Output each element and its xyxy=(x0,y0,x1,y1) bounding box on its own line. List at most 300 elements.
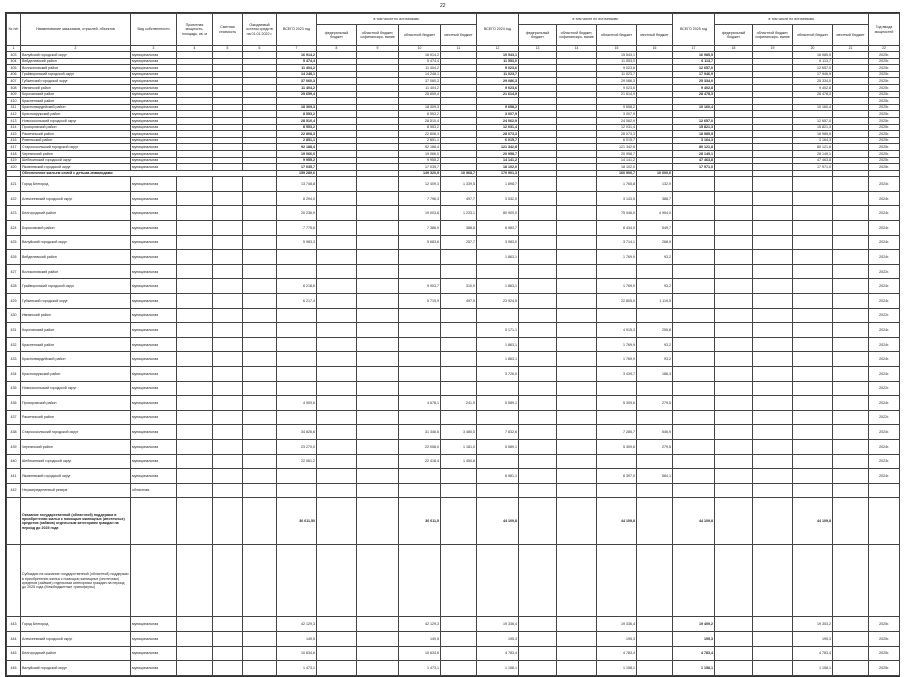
local-2024 xyxy=(637,111,673,118)
header-total-2025: ВСЕГО 2025 год xyxy=(673,14,715,46)
local-2024 xyxy=(637,98,673,105)
regcofin-2023 xyxy=(357,111,399,118)
reg-2025: 17 946,9 xyxy=(793,71,833,78)
row-empty xyxy=(715,483,753,498)
local-2025 xyxy=(833,323,869,338)
row-name: Шебекинский городской округ xyxy=(21,454,131,469)
fed-2025 xyxy=(715,104,753,111)
total-2024 xyxy=(477,308,519,323)
regcofin-2025 xyxy=(753,454,793,469)
total-2023 xyxy=(277,469,317,484)
section-empty xyxy=(833,170,869,177)
total-2025 xyxy=(673,279,715,294)
row-number: 441 xyxy=(7,469,21,484)
fed-2023 xyxy=(317,396,357,411)
column-number: 13 xyxy=(519,46,557,52)
row-ownership: муниципальная xyxy=(131,439,177,454)
total-2024: 3 007,9 xyxy=(477,111,519,118)
local-2024 xyxy=(637,137,673,144)
table-row xyxy=(7,131,900,138)
row-name: Город Белгород xyxy=(21,177,131,192)
reg-2024: 9 023,6 xyxy=(597,84,637,91)
row-name: Валуйский городской округ xyxy=(21,661,131,676)
local-2023: 388,8 xyxy=(441,221,477,236)
row-remainder xyxy=(243,352,277,367)
total-2023 xyxy=(277,337,317,352)
section-reg-2024: 44 109,8 xyxy=(597,498,637,545)
regcofin-2025 xyxy=(753,117,793,124)
input-year: 2025г. xyxy=(869,58,900,65)
total-2024: 3 983,0 xyxy=(477,235,519,250)
local-2024 xyxy=(637,52,673,59)
section-reg-2023: 149 320,9 xyxy=(399,170,441,177)
row-remainder xyxy=(243,58,277,65)
column-number: 19 xyxy=(753,46,793,52)
row-remainder xyxy=(243,367,277,382)
row-empty xyxy=(357,483,399,498)
reg-2024: 1 769,9 xyxy=(597,250,637,265)
regcofin-2023 xyxy=(357,381,399,396)
row-remainder xyxy=(243,425,277,440)
table-row xyxy=(7,352,900,367)
row-ownership: муниципальная xyxy=(131,91,177,98)
row-name: Корочанский район xyxy=(21,323,131,338)
section-empty xyxy=(715,170,753,177)
input-year: 2025г. xyxy=(869,137,900,144)
regcofin-2025 xyxy=(753,137,793,144)
row-number: 413 xyxy=(7,117,21,124)
row-number: 437 xyxy=(7,410,21,425)
row-capacity xyxy=(177,150,213,157)
regcofin-2023 xyxy=(357,137,399,144)
local-2025 xyxy=(833,396,869,411)
fed-2025 xyxy=(715,191,753,206)
regcofin-2024 xyxy=(557,617,597,632)
reg-2024 xyxy=(597,381,637,396)
header-capacity: Проектная мощность, площадь, кв. м xyxy=(177,14,213,46)
row-name: Белгородский район xyxy=(21,646,131,661)
local-2025 xyxy=(833,144,869,151)
row-cost xyxy=(213,367,243,382)
fed-2023 xyxy=(317,144,357,151)
table-row xyxy=(7,439,900,454)
section-title: Оказание государственной (областной) поддержки в приобретении жилья с помощью жилищных (ипотечных) кредитов (займов) отдельным категориям граждан на период до 2025 года xyxy=(21,498,131,545)
row-number: 435 xyxy=(7,381,21,396)
header-regcofin-2023: областной бюджет, софинансиро- вание xyxy=(357,25,399,46)
reg-2025: 10 160,4 xyxy=(793,104,833,111)
row-remainder xyxy=(243,264,277,279)
regcofin-2024 xyxy=(557,58,597,65)
fed-2023 xyxy=(317,617,357,632)
section-fed-2024 xyxy=(519,498,557,545)
local-2025 xyxy=(833,279,869,294)
header-fed-2024: федеральный бюджет xyxy=(519,25,557,46)
row-cost xyxy=(213,78,243,85)
total-2024: 29 086,3 xyxy=(477,78,519,85)
fed-2025 xyxy=(715,84,753,91)
row-name: Красногвардейский район xyxy=(21,352,131,367)
total-2023: 4 909,6 xyxy=(277,396,317,411)
row-remainder xyxy=(243,52,277,59)
fed-2024 xyxy=(519,144,557,151)
total-2024: 5 171,1 xyxy=(477,323,519,338)
column-number: 5 xyxy=(213,46,243,52)
reg-2023: 12 409,3 xyxy=(399,177,441,192)
row-cost xyxy=(213,454,243,469)
regcofin-2025 xyxy=(753,58,793,65)
fed-2025 xyxy=(715,150,753,157)
section-empty xyxy=(441,545,477,617)
fed-2025 xyxy=(715,206,753,221)
total-2023: 5 474,4 xyxy=(277,58,317,65)
local-2024: 93,2 xyxy=(637,352,673,367)
header-name: Наименование заказчиков, отраслей, объектов xyxy=(21,14,131,46)
fed-2023 xyxy=(317,279,357,294)
regcofin-2025 xyxy=(753,71,793,78)
reg-2024: 15 543,1 xyxy=(597,52,637,59)
regcofin-2023 xyxy=(357,91,399,98)
regcofin-2023 xyxy=(357,308,399,323)
row-name: Волоконовский район xyxy=(21,264,131,279)
total-2025 xyxy=(673,221,715,236)
fed-2025 xyxy=(715,250,753,265)
fed-2023 xyxy=(317,367,357,382)
regcofin-2023 xyxy=(357,367,399,382)
header-fed-2025: федеральный бюджет xyxy=(715,25,753,46)
regcofin-2023 xyxy=(357,337,399,352)
row-remainder xyxy=(243,469,277,484)
row-cost xyxy=(213,71,243,78)
row-cost xyxy=(213,308,243,323)
total-2023: 19 066,0 xyxy=(277,150,317,157)
fed-2024 xyxy=(519,137,557,144)
row-ownership: муниципальная xyxy=(131,250,177,265)
section-reg-2024: 160 900,7 xyxy=(597,170,637,177)
fed-2023 xyxy=(317,425,357,440)
reg-2023: 10 634,6 xyxy=(399,646,441,661)
section-reg-2023: 30 611,5 xyxy=(399,498,441,545)
row-number: 438 xyxy=(7,425,21,440)
fed-2025 xyxy=(715,264,753,279)
regcofin-2025 xyxy=(753,104,793,111)
total-2023: 14 248,1 xyxy=(277,71,317,78)
regcofin-2024 xyxy=(557,52,597,59)
row-number: 442 xyxy=(7,483,21,498)
row-remainder xyxy=(243,131,277,138)
total-2024: 5 589,1 xyxy=(477,396,519,411)
section-title: Обеспечение жильем семей с детьми-инвалидами xyxy=(21,170,277,177)
row-empty xyxy=(277,483,317,498)
input-year: 2024г. xyxy=(869,235,900,250)
reg-2024 xyxy=(597,308,637,323)
fed-2025 xyxy=(715,131,753,138)
regcofin-2025 xyxy=(753,352,793,367)
fed-2024 xyxy=(519,469,557,484)
row-capacity xyxy=(177,661,213,676)
local-2024 xyxy=(637,117,673,124)
reg-2024: 1 769,9 xyxy=(597,352,637,367)
input-year: 2025г. xyxy=(869,124,900,131)
reg-2023 xyxy=(399,381,441,396)
reg-2024: 3 007,9 xyxy=(597,111,637,118)
local-2023 xyxy=(441,410,477,425)
local-2024: 549,7 xyxy=(637,221,673,236)
fed-2025 xyxy=(715,117,753,124)
row-remainder xyxy=(243,144,277,151)
fed-2025 xyxy=(715,631,753,646)
row-remainder xyxy=(243,124,277,131)
local-2023: 241,5 xyxy=(441,396,477,411)
total-2023: 8 553,2 xyxy=(277,111,317,118)
reg-2023 xyxy=(399,469,441,484)
row-ownership: муниципальная xyxy=(131,58,177,65)
fed-2024 xyxy=(519,439,557,454)
fed-2025 xyxy=(715,221,753,236)
local-2023 xyxy=(441,117,477,124)
reg-2023: 1 473,1 xyxy=(399,661,441,676)
total-2025 xyxy=(673,352,715,367)
section-row-disabled-children xyxy=(7,170,900,177)
fed-2023 xyxy=(317,52,357,59)
input-year: 2022г. xyxy=(869,410,900,425)
table-row xyxy=(7,117,900,124)
row-name: Яковлевский городской округ xyxy=(21,469,131,484)
total-2024 xyxy=(477,381,519,396)
fed-2025 xyxy=(715,381,753,396)
column-number: 10 xyxy=(399,46,441,52)
local-2025 xyxy=(833,91,869,98)
header-fed-2023: федеральный бюджет xyxy=(317,25,357,46)
regcofin-2024 xyxy=(557,164,597,171)
row-cost xyxy=(213,111,243,118)
row-remainder xyxy=(243,157,277,164)
total-2024: 12 031,4 xyxy=(477,124,519,131)
fed-2023 xyxy=(317,157,357,164)
total-2024: 24 062,9 xyxy=(477,117,519,124)
local-2025 xyxy=(833,352,869,367)
row-capacity xyxy=(177,279,213,294)
reg-2023: 22 808,3 xyxy=(399,131,441,138)
reg-2023: 5 474,4 xyxy=(399,58,441,65)
row-number: 427 xyxy=(7,264,21,279)
row-ownership: муниципальная xyxy=(131,65,177,72)
row-name: Ракитянский район xyxy=(21,131,131,138)
section-empty xyxy=(793,545,833,617)
reg-2024: 8 397,0 xyxy=(597,469,637,484)
fed-2025 xyxy=(715,177,753,192)
local-2025 xyxy=(833,177,869,192)
row-cost xyxy=(213,425,243,440)
local-2025 xyxy=(833,124,869,131)
reg-2025: 1 158,1 xyxy=(793,661,833,676)
row-ownership: муниципальная xyxy=(131,177,177,192)
local-2023 xyxy=(441,52,477,59)
regcofin-2024 xyxy=(557,631,597,646)
regcofin-2024 xyxy=(557,91,597,98)
row-empty xyxy=(753,483,793,498)
regcofin-2024 xyxy=(557,111,597,118)
reg-2023: 11 404,2 xyxy=(399,84,441,91)
local-2023 xyxy=(441,250,477,265)
local-2024 xyxy=(637,410,673,425)
row-empty xyxy=(441,483,477,498)
section-cost xyxy=(213,498,243,545)
regcofin-2023 xyxy=(357,439,399,454)
table-row xyxy=(7,206,900,221)
table-row xyxy=(7,98,900,105)
total-2023 xyxy=(277,250,317,265)
row-remainder xyxy=(243,164,277,171)
fed-2024 xyxy=(519,206,557,221)
row-number: 439 xyxy=(7,439,21,454)
reg-2025: 28 149,1 xyxy=(793,150,833,157)
local-2025 xyxy=(833,84,869,91)
row-ownership: муниципальная xyxy=(131,98,177,105)
regcofin-2025 xyxy=(753,425,793,440)
reg-2023: 22 058,0 xyxy=(399,439,441,454)
table-row xyxy=(7,454,900,469)
total-2023: 11 404,2 xyxy=(277,84,317,91)
row-cost xyxy=(213,264,243,279)
total-2023: 20 236,9 xyxy=(277,206,317,221)
regcofin-2025 xyxy=(753,84,793,91)
regcofin-2025 xyxy=(753,131,793,138)
row-ownership: муниципальная xyxy=(131,84,177,91)
fed-2025 xyxy=(715,137,753,144)
row-ownership: муниципальная xyxy=(131,144,177,151)
fed-2023 xyxy=(317,104,357,111)
local-2023: 1 450,8 xyxy=(441,454,477,469)
regcofin-2023 xyxy=(357,164,399,171)
table-row xyxy=(7,396,900,411)
local-2025 xyxy=(833,308,869,323)
row-cost xyxy=(213,91,243,98)
regcofin-2024 xyxy=(557,235,597,250)
regcofin-2024 xyxy=(557,177,597,192)
reg-2025 xyxy=(793,191,833,206)
regcofin-2023 xyxy=(357,425,399,440)
total-2023: 9 955,2 xyxy=(277,157,317,164)
section-regcofin-2024 xyxy=(557,170,597,177)
total-2024: 195,3 xyxy=(477,631,519,646)
local-2023 xyxy=(441,646,477,661)
regcofin-2023 xyxy=(357,454,399,469)
input-year: 2022г. xyxy=(869,264,900,279)
row-cost xyxy=(213,381,243,396)
row-remainder xyxy=(243,65,277,72)
local-2024 xyxy=(637,454,673,469)
row-empty xyxy=(557,483,597,498)
regcofin-2024 xyxy=(557,469,597,484)
column-number: 18 xyxy=(715,46,753,52)
row-name: Грайворонский городской округ xyxy=(21,279,131,294)
fed-2024 xyxy=(519,617,557,632)
reg-2024: 4 783,4 xyxy=(597,646,637,661)
fed-2025 xyxy=(715,144,753,151)
row-remainder xyxy=(243,279,277,294)
reg-2024: 28 073,3 xyxy=(597,131,637,138)
regcofin-2023 xyxy=(357,104,399,111)
column-number: 7 xyxy=(277,46,317,52)
column-number: 20 xyxy=(793,46,833,52)
total-2023: 11 404,2 xyxy=(277,65,317,72)
local-2023 xyxy=(441,91,477,98)
fed-2023 xyxy=(317,177,357,192)
table-row xyxy=(7,58,900,65)
regcofin-2023 xyxy=(357,264,399,279)
row-number: 429 xyxy=(7,294,21,309)
column-number: 9 xyxy=(357,46,399,52)
reg-2024: 7 285,7 xyxy=(597,425,637,440)
row-cost xyxy=(213,191,243,206)
input-year: 2025г. xyxy=(869,84,900,91)
local-2024: 186,3 xyxy=(637,367,673,382)
input-year: 2025г. xyxy=(869,631,900,646)
reg-2024: 4 915,3 xyxy=(597,323,637,338)
row-remainder xyxy=(243,631,277,646)
reg-2025: 17 971,0 xyxy=(793,164,833,171)
reg-2023: 19 066,0 xyxy=(399,150,441,157)
regcofin-2025 xyxy=(753,111,793,118)
regcofin-2023 xyxy=(357,396,399,411)
fed-2025 xyxy=(715,91,753,98)
fed-2024 xyxy=(519,191,557,206)
fed-2023 xyxy=(317,150,357,157)
section-empty xyxy=(753,170,793,177)
total-2024: 18 102,0 xyxy=(477,164,519,171)
local-2025 xyxy=(833,52,869,59)
row-name: Нераспределенный резерв xyxy=(21,483,131,498)
fed-2024 xyxy=(519,631,557,646)
regcofin-2024 xyxy=(557,84,597,91)
column-number: 15 xyxy=(597,46,637,52)
section-empty xyxy=(243,545,277,617)
row-number: 430 xyxy=(7,308,21,323)
row-remainder xyxy=(243,221,277,236)
fed-2025 xyxy=(715,439,753,454)
fed-2023 xyxy=(317,439,357,454)
table-row xyxy=(7,646,900,661)
row-name: Прохоровский район xyxy=(21,396,131,411)
reg-2024 xyxy=(597,264,637,279)
reg-2025 xyxy=(793,221,833,236)
row-cost xyxy=(213,235,243,250)
section-local-2023 xyxy=(441,498,477,545)
regcofin-2023 xyxy=(357,144,399,151)
regcofin-2025 xyxy=(753,177,793,192)
local-2025 xyxy=(833,439,869,454)
section-row-mortgage-support xyxy=(7,498,900,545)
row-remainder xyxy=(243,104,277,111)
regcofin-2024 xyxy=(557,323,597,338)
row-name: Чернянский район xyxy=(21,150,131,157)
input-year: 2025г. xyxy=(869,104,900,111)
row-ownership: муниципальная xyxy=(131,367,177,382)
row-capacity xyxy=(177,104,213,111)
local-2023 xyxy=(441,381,477,396)
total-2024: 1 863,1 xyxy=(477,250,519,265)
total-2023: 8 294,0 xyxy=(277,191,317,206)
reg-2023: 5 903,7 xyxy=(399,279,441,294)
section-empty xyxy=(673,545,715,617)
total-2025: 15 821,3 xyxy=(673,124,715,131)
header-sources-2023: в том числе по источникам: xyxy=(317,14,477,25)
section-empty xyxy=(637,545,673,617)
row-cost xyxy=(213,65,243,72)
row-name: Новооскольский городской округ xyxy=(21,381,131,396)
row-capacity xyxy=(177,177,213,192)
section-empty xyxy=(317,545,357,617)
